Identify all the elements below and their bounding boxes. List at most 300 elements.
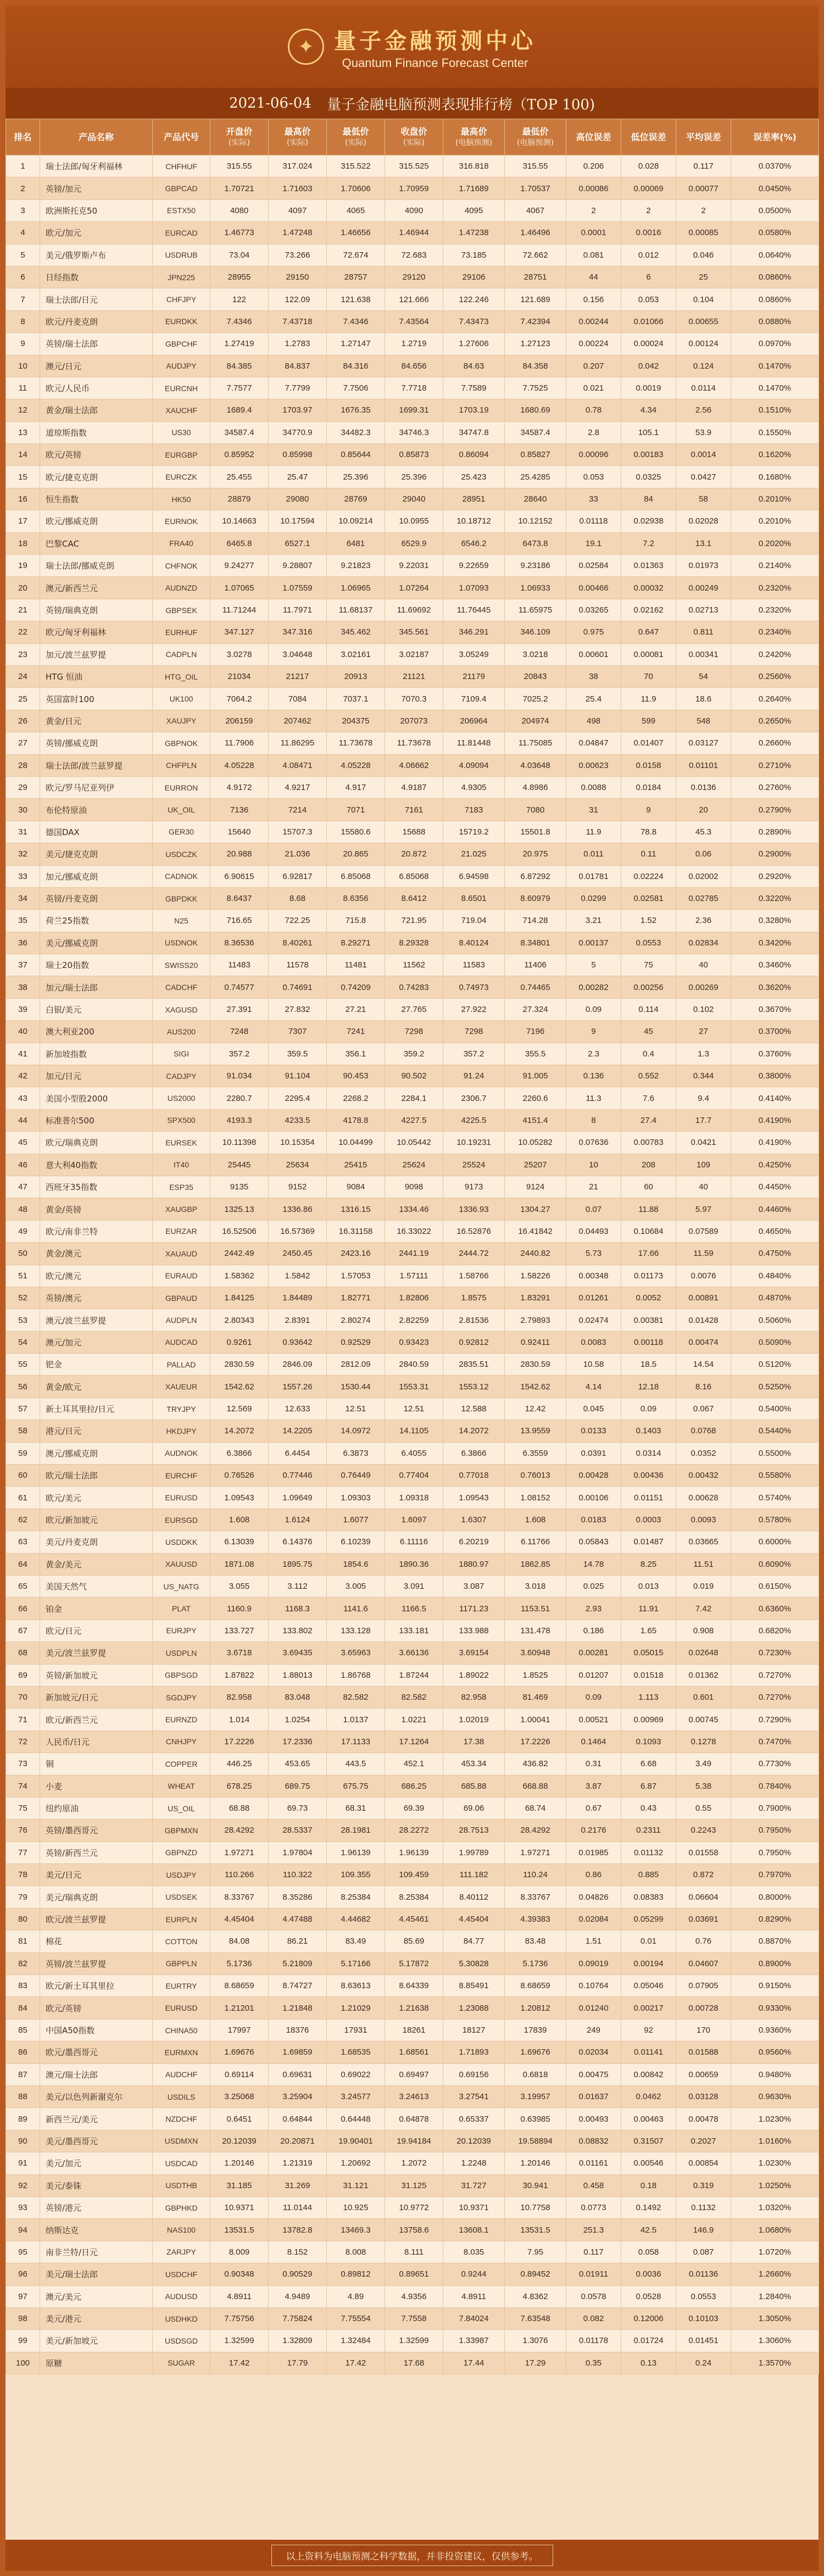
low-error-cell: 0.01487 <box>621 1531 676 1553</box>
low-actual-cell: 72.674 <box>327 244 385 266</box>
high-forecast-cell: 133.988 <box>443 1620 505 1642</box>
avg-error-cell: 0.0768 <box>676 1420 731 1442</box>
error-rate-cell: 0.5090% <box>731 1331 819 1353</box>
high-actual-cell: 1703.97 <box>269 399 327 421</box>
low-actual-cell: 7.7506 <box>327 377 385 399</box>
high-forecast-cell: 17.44 <box>443 2352 505 2374</box>
high-error-cell: 0.458 <box>566 2174 621 2196</box>
table-row <box>6 865 819 887</box>
product-code-cell: CHINA50 <box>153 2019 210 2041</box>
column-header-label: 平均误差 <box>686 131 721 142</box>
low-error-cell: 60 <box>621 1176 676 1198</box>
table-row <box>6 1176 819 1198</box>
error-rate-cell: 1.2660% <box>731 2263 819 2285</box>
high-actual-cell: 1.32809 <box>269 2330 327 2352</box>
high-forecast-cell: 21.025 <box>443 843 505 865</box>
error-rate-cell: 0.5250% <box>731 1376 819 1398</box>
high-error-cell: 14.78 <box>566 1553 621 1575</box>
high-error-cell: 0.186 <box>566 1620 621 1642</box>
product-code-cell: EURSGD <box>153 1509 210 1531</box>
high-forecast-cell: 8.40112 <box>443 1886 505 1908</box>
high-actual-cell: 13782.8 <box>269 2219 327 2241</box>
table-row <box>6 266 819 288</box>
low-forecast-cell: 0.76013 <box>505 1465 566 1487</box>
avg-error-cell: 0.087 <box>676 2241 731 2263</box>
avg-error-cell: 0.1132 <box>676 2196 731 2218</box>
low-error-cell: 0.09 <box>621 1398 676 1420</box>
avg-error-cell: 9.4 <box>676 1087 731 1109</box>
close-actual-cell: 1.2072 <box>385 2152 443 2174</box>
low-error-cell: 0.00546 <box>621 2152 676 2174</box>
avg-error-cell: 0.0421 <box>676 1132 731 1154</box>
error-rate-cell: 0.2790% <box>731 799 819 821</box>
avg-error-cell: 0.0093 <box>676 1509 731 1531</box>
high-actual-cell: 3.04648 <box>269 643 327 665</box>
open-actual-cell: 68.88 <box>210 1797 269 1819</box>
low-error-cell: 0.0158 <box>621 754 676 776</box>
high-actual-cell: 2450.45 <box>269 1243 327 1265</box>
low-actual-cell: 28769 <box>327 488 385 510</box>
close-actual-cell: 7070.3 <box>385 688 443 710</box>
rank-cell: 87 <box>6 2063 40 2085</box>
low-error-cell: 0.43 <box>621 1797 676 1819</box>
low-forecast-cell: 91.005 <box>505 1065 566 1087</box>
high-forecast-cell: 1.07093 <box>443 577 505 599</box>
high-forecast-cell: 12.588 <box>443 1398 505 1420</box>
error-rate-cell: 1.3570% <box>731 2352 819 2374</box>
error-rate-cell: 0.2010% <box>731 488 819 510</box>
low-forecast-cell: 2260.6 <box>505 1087 566 1109</box>
open-actual-cell: 27.391 <box>210 998 269 1020</box>
product-code-cell: EURUSD <box>153 1487 210 1509</box>
rank-cell: 15 <box>6 466 40 488</box>
column-header-label: 排名 <box>14 131 32 142</box>
rank-cell: 27 <box>6 732 40 754</box>
high-actual-cell: 7.43718 <box>269 310 327 332</box>
table-row <box>6 2130 819 2152</box>
low-actual-cell: 1.21029 <box>327 1997 385 2019</box>
error-rate-cell: 1.0160% <box>731 2130 819 2152</box>
column-header <box>621 119 676 155</box>
product-name-cell: 英镑/加元 <box>40 177 153 199</box>
close-actual-cell: 1890.36 <box>385 1553 443 1575</box>
table-row <box>6 1775 819 1797</box>
table-row <box>6 1952 819 1974</box>
product-code-cell: TRYJPY <box>153 1398 210 1420</box>
high-actual-cell: 1336.86 <box>269 1198 327 1220</box>
close-actual-cell: 1699.31 <box>385 399 443 421</box>
rank-cell: 29 <box>6 776 40 798</box>
low-forecast-cell: 10.12152 <box>505 510 566 532</box>
product-name-cell: 欧元/澳元 <box>40 1265 153 1287</box>
error-rate-cell: 0.2140% <box>731 555 819 577</box>
column-header-label: 最高价 <box>460 126 487 137</box>
open-actual-cell: 25.455 <box>210 466 269 488</box>
product-code-cell: WHEAT <box>153 1775 210 1797</box>
high-forecast-cell: 0.77018 <box>443 1465 505 1487</box>
product-name-cell: 英镑/丹麦克朗 <box>40 887 153 909</box>
high-error-cell: 0.07636 <box>566 1132 621 1154</box>
product-code-cell: IT40 <box>153 1154 210 1176</box>
close-actual-cell: 14.1105 <box>385 1420 443 1442</box>
high-error-cell: 0.03265 <box>566 599 621 621</box>
low-error-cell: 0.00032 <box>621 577 676 599</box>
low-actual-cell: 7037.1 <box>327 688 385 710</box>
product-name-cell: 德国DAX <box>40 821 153 843</box>
table-row <box>6 1975 819 1997</box>
product-name-cell: 欧元/波兰兹罗提 <box>40 1908 153 1930</box>
low-forecast-cell: 1.83291 <box>505 1287 566 1309</box>
open-actual-cell: 0.90348 <box>210 2263 269 2285</box>
high-actual-cell: 1557.26 <box>269 1376 327 1398</box>
low-error-cell: 0.01518 <box>621 1664 676 1686</box>
open-actual-cell: 31.185 <box>210 2174 269 2196</box>
table-row <box>6 1797 819 1819</box>
rank-cell: 56 <box>6 1376 40 1398</box>
high-actual-cell: 1.2783 <box>269 333 327 355</box>
table-row <box>6 621 819 643</box>
low-error-cell: 0.0036 <box>621 2263 676 2285</box>
high-error-cell: 33 <box>566 488 621 510</box>
close-actual-cell: 8.29328 <box>385 932 443 954</box>
error-rate-cell: 0.3280% <box>731 910 819 932</box>
high-actual-cell: 1.21319 <box>269 2152 327 2174</box>
product-code-cell: USDCAD <box>153 2152 210 2174</box>
product-name-cell: 美元/日元 <box>40 1864 153 1886</box>
table-row <box>6 355 819 377</box>
close-actual-cell: 345.561 <box>385 621 443 643</box>
error-rate-cell: 1.3050% <box>731 2307 819 2329</box>
low-error-cell: 17.66 <box>621 1243 676 1265</box>
low-error-cell: 0.13 <box>621 2352 676 2374</box>
low-actual-cell: 84.316 <box>327 355 385 377</box>
low-actual-cell: 20.865 <box>327 843 385 865</box>
rank-cell: 45 <box>6 1132 40 1154</box>
product-code-cell: UK_OIL <box>153 799 210 821</box>
high-actual-cell: 21.036 <box>269 843 327 865</box>
rank-cell: 89 <box>6 2108 40 2130</box>
avg-error-cell: 0.02028 <box>676 510 731 532</box>
low-forecast-cell: 6.87292 <box>505 865 566 887</box>
high-actual-cell: 10.15354 <box>269 1132 327 1154</box>
product-name-cell: 加元/波兰兹罗提 <box>40 643 153 665</box>
high-actual-cell: 5.21809 <box>269 1952 327 1974</box>
close-actual-cell: 9098 <box>385 1176 443 1198</box>
product-code-cell: GBPAUD <box>153 1287 210 1309</box>
high-actual-cell: 17.79 <box>269 2352 327 2374</box>
low-actual-cell: 17.1133 <box>327 1731 385 1752</box>
low-error-cell: 7.6 <box>621 1087 676 1109</box>
close-actual-cell: 3.24613 <box>385 2085 443 2107</box>
low-error-cell: 0.0016 <box>621 222 676 244</box>
error-rate-cell: 0.6360% <box>731 1598 819 1620</box>
avg-error-cell: 13.1 <box>676 532 731 554</box>
open-actual-cell: 1.09543 <box>210 1487 269 1509</box>
high-error-cell: 3.21 <box>566 910 621 932</box>
error-rate-cell: 0.1470% <box>731 355 819 377</box>
low-forecast-cell: 1304.27 <box>505 1198 566 1220</box>
error-rate-cell: 0.0880% <box>731 310 819 332</box>
rank-cell: 42 <box>6 1065 40 1087</box>
error-rate-cell: 0.1470% <box>731 377 819 399</box>
product-code-cell: CADPLN <box>153 643 210 665</box>
avg-error-cell: 109 <box>676 1154 731 1176</box>
high-forecast-cell: 0.86094 <box>443 444 505 466</box>
high-error-cell: 9 <box>566 1021 621 1043</box>
low-error-cell: 0.01066 <box>621 310 676 332</box>
low-error-cell: 0.05299 <box>621 1908 676 1930</box>
avg-error-cell: 0.07905 <box>676 1975 731 1997</box>
low-error-cell: 1.113 <box>621 1686 676 1708</box>
open-actual-cell: 1.014 <box>210 1709 269 1731</box>
product-code-cell: AUDPLN <box>153 1309 210 1331</box>
high-forecast-cell: 1.58766 <box>443 1265 505 1287</box>
product-name-cell: 欧元/瑞典克朗 <box>40 1132 153 1154</box>
product-name-cell: 欧元/丹麦克朗 <box>40 310 153 332</box>
rank-cell: 48 <box>6 1198 40 1220</box>
high-actual-cell: 2295.4 <box>269 1087 327 1109</box>
high-forecast-cell: 10.9371 <box>443 2196 505 2218</box>
product-code-cell: GBPPLN <box>153 1952 210 1974</box>
error-rate-cell: 1.0230% <box>731 2152 819 2174</box>
product-code-cell: USDTHB <box>153 2174 210 2196</box>
rank-cell: 86 <box>6 2041 40 2063</box>
high-forecast-cell: 0.92812 <box>443 1331 505 1353</box>
error-rate-cell: 0.0860% <box>731 266 819 288</box>
low-forecast-cell: 204974 <box>505 710 566 732</box>
product-name-cell: 布伦特原油 <box>40 799 153 821</box>
product-code-cell: USDRUB <box>153 244 210 266</box>
close-actual-cell: 11.73678 <box>385 732 443 754</box>
high-forecast-cell: 6.94598 <box>443 865 505 887</box>
high-forecast-cell: 14.2072 <box>443 1420 505 1442</box>
avg-error-cell: 0.019 <box>676 1576 731 1598</box>
low-actual-cell: 4.44682 <box>327 1908 385 1930</box>
open-actual-cell: 4.05228 <box>210 754 269 776</box>
error-rate-cell: 0.7950% <box>731 1820 819 1841</box>
high-error-cell: 0.04826 <box>566 1886 621 1908</box>
high-forecast-cell: 1.8575 <box>443 1287 505 1309</box>
low-actual-cell: 31.121 <box>327 2174 385 2196</box>
high-forecast-cell: 10.19231 <box>443 1132 505 1154</box>
low-error-cell: 0.2311 <box>621 1820 676 1841</box>
low-error-cell: 0.00118 <box>621 1331 676 1353</box>
high-error-cell: 0.01207 <box>566 1664 621 1686</box>
product-code-cell: AUDCAD <box>153 1331 210 1353</box>
high-error-cell: 0.00428 <box>566 1465 621 1487</box>
open-actual-cell: 1.27419 <box>210 333 269 355</box>
low-forecast-cell: 0.74465 <box>505 976 566 998</box>
low-forecast-cell: 1.27123 <box>505 333 566 355</box>
avg-error-cell: 0.0136 <box>676 776 731 798</box>
product-name-cell: 欧元/捷克克朗 <box>40 466 153 488</box>
product-code-cell: CHFPLN <box>153 754 210 776</box>
open-actual-cell: 17.42 <box>210 2352 269 2374</box>
low-error-cell: 0.1403 <box>621 1420 676 1442</box>
high-actual-cell: 11.86295 <box>269 732 327 754</box>
high-forecast-cell: 3.69154 <box>443 1642 505 1664</box>
product-name-cell: 新加坡指数 <box>40 1043 153 1065</box>
low-error-cell: 0.0553 <box>621 932 676 954</box>
low-actual-cell: 4.917 <box>327 776 385 798</box>
product-code-cell: EURNZD <box>153 1709 210 1731</box>
high-actual-cell: 1.07559 <box>269 577 327 599</box>
product-code-cell: US30 <box>153 421 210 443</box>
open-actual-cell: 1.07065 <box>210 577 269 599</box>
table-row <box>6 377 819 399</box>
avg-error-cell: 0.02648 <box>676 1642 731 1664</box>
column-header <box>505 119 566 155</box>
low-forecast-cell: 7025.2 <box>505 688 566 710</box>
low-forecast-cell: 1.70537 <box>505 177 566 199</box>
rank-cell: 28 <box>6 754 40 776</box>
table-row <box>6 1465 819 1487</box>
column-header-label: 收盘价 <box>400 126 427 137</box>
table-row <box>6 177 819 199</box>
high-actual-cell: 317.024 <box>269 155 327 177</box>
error-rate-cell: 0.8870% <box>731 1930 819 1952</box>
high-error-cell: 0.04493 <box>566 1220 621 1242</box>
error-rate-cell: 0.2710% <box>731 754 819 776</box>
close-actual-cell: 20.872 <box>385 843 443 865</box>
product-name-cell: 铜 <box>40 1753 153 1775</box>
high-actual-cell: 7084 <box>269 688 327 710</box>
error-rate-cell: 0.2890% <box>731 821 819 843</box>
rank-cell: 91 <box>6 2152 40 2174</box>
close-actual-cell: 10.05442 <box>385 1132 443 1154</box>
product-name-cell: 恒生指数 <box>40 488 153 510</box>
rank-cell: 94 <box>6 2219 40 2241</box>
low-error-cell: 0.02938 <box>621 510 676 532</box>
high-actual-cell: 11.0144 <box>269 2196 327 2218</box>
high-error-cell: 0.05843 <box>566 1531 621 1553</box>
low-forecast-cell: 17839 <box>505 2019 566 2041</box>
open-actual-cell: 10.14663 <box>210 510 269 532</box>
product-name-cell: 黄金/日元 <box>40 710 153 732</box>
high-error-cell: 21 <box>566 1176 621 1198</box>
avg-error-cell: 0.046 <box>676 244 731 266</box>
table-body <box>6 155 819 2374</box>
avg-error-cell: 0.117 <box>676 155 731 177</box>
low-forecast-cell: 436.82 <box>505 1753 566 1775</box>
high-error-cell: 0.206 <box>566 155 621 177</box>
open-actual-cell: 8.009 <box>210 2241 269 2263</box>
product-name-cell: 英镑/新加坡元 <box>40 1664 153 1686</box>
product-code-cell: SIGI <box>153 1043 210 1065</box>
low-forecast-cell: 27.324 <box>505 998 566 1020</box>
rank-cell: 1 <box>6 155 40 177</box>
close-actual-cell: 1.57111 <box>385 1265 443 1287</box>
open-actual-cell: 1325.13 <box>210 1198 269 1220</box>
low-actual-cell: 0.76449 <box>327 1465 385 1487</box>
low-error-cell: 0.647 <box>621 621 676 643</box>
open-actual-cell: 0.6451 <box>210 2108 269 2130</box>
low-forecast-cell: 7080 <box>505 799 566 821</box>
close-actual-cell: 18261 <box>385 2019 443 2041</box>
low-error-cell: 0.053 <box>621 288 676 310</box>
open-actual-cell: 7064.2 <box>210 688 269 710</box>
rank-cell: 60 <box>6 1465 40 1487</box>
high-error-cell: 0.045 <box>566 1398 621 1420</box>
high-actual-cell: 4.08471 <box>269 754 327 776</box>
rank-cell: 61 <box>6 1487 40 1509</box>
low-forecast-cell: 4151.4 <box>505 1109 566 1131</box>
low-forecast-cell: 10.7758 <box>505 2196 566 2218</box>
high-actual-cell: 453.65 <box>269 1753 327 1775</box>
low-forecast-cell: 7196 <box>505 1021 566 1043</box>
table-row <box>6 2196 819 2218</box>
open-actual-cell: 84.08 <box>210 1930 269 1952</box>
high-actual-cell: 207462 <box>269 710 327 732</box>
product-code-cell: CHFNOK <box>153 555 210 577</box>
avg-error-cell: 2.36 <box>676 910 731 932</box>
low-error-cell: 0.0314 <box>621 1442 676 1464</box>
table-row <box>6 1220 819 1242</box>
close-actual-cell: 1.70959 <box>385 177 443 199</box>
low-error-cell: 0.552 <box>621 1065 676 1087</box>
rank-cell: 69 <box>6 1664 40 1686</box>
rank-cell: 10 <box>6 355 40 377</box>
low-actual-cell: 9.21823 <box>327 555 385 577</box>
rank-cell: 41 <box>6 1043 40 1065</box>
product-code-cell: EURRON <box>153 776 210 798</box>
product-code-cell: AUDNZD <box>153 577 210 599</box>
high-forecast-cell: 11.76445 <box>443 599 505 621</box>
table-row <box>6 1908 819 1930</box>
close-actual-cell: 25624 <box>385 1154 443 1176</box>
rank-cell: 21 <box>6 599 40 621</box>
error-rate-cell: 0.2760% <box>731 776 819 798</box>
error-rate-cell: 0.2010% <box>731 510 819 532</box>
high-actual-cell: 1168.3 <box>269 1598 327 1620</box>
low-error-cell: 0.00436 <box>621 1465 676 1487</box>
high-actual-cell: 6.14376 <box>269 1531 327 1553</box>
high-error-cell: 0.86 <box>566 1864 621 1886</box>
table-row <box>6 222 819 244</box>
high-actual-cell: 12.633 <box>269 1398 327 1420</box>
high-error-cell: 0.025 <box>566 1576 621 1598</box>
error-rate-cell: 0.7230% <box>731 1642 819 1664</box>
high-forecast-cell: 357.2 <box>443 1043 505 1065</box>
rank-cell: 6 <box>6 266 40 288</box>
product-code-cell: EURNOK <box>153 510 210 532</box>
avg-error-cell: 548 <box>676 710 731 732</box>
low-forecast-cell: 1.20812 <box>505 1997 566 2019</box>
close-actual-cell: 3.66136 <box>385 1642 443 1664</box>
rank-cell: 7 <box>6 288 40 310</box>
column-header-label: 最高价 <box>284 126 311 137</box>
high-forecast-cell: 1.47238 <box>443 222 505 244</box>
product-code-cell: US_NATG <box>153 1576 210 1598</box>
high-actual-cell: 20.20871 <box>269 2130 327 2152</box>
rank-cell: 8 <box>6 310 40 332</box>
close-actual-cell: 84.656 <box>385 355 443 377</box>
rank-cell: 40 <box>6 1021 40 1043</box>
product-name-cell: 瑞士法郎/日元 <box>40 288 153 310</box>
high-actual-cell: 91.104 <box>269 1065 327 1087</box>
avg-error-cell: 5.97 <box>676 1198 731 1220</box>
low-forecast-cell: 9.23186 <box>505 555 566 577</box>
error-rate-cell: 0.3220% <box>731 887 819 909</box>
avg-error-cell: 0.00124 <box>676 333 731 355</box>
low-error-cell: 208 <box>621 1154 676 1176</box>
high-forecast-cell: 3.27541 <box>443 2085 505 2107</box>
product-code-cell: GBPMXN <box>153 1820 210 1841</box>
low-error-cell: 0.00024 <box>621 333 676 355</box>
table-row <box>6 2174 819 2196</box>
high-forecast-cell: 1880.97 <box>443 1553 505 1575</box>
error-rate-cell: 0.7900% <box>731 1797 819 1819</box>
